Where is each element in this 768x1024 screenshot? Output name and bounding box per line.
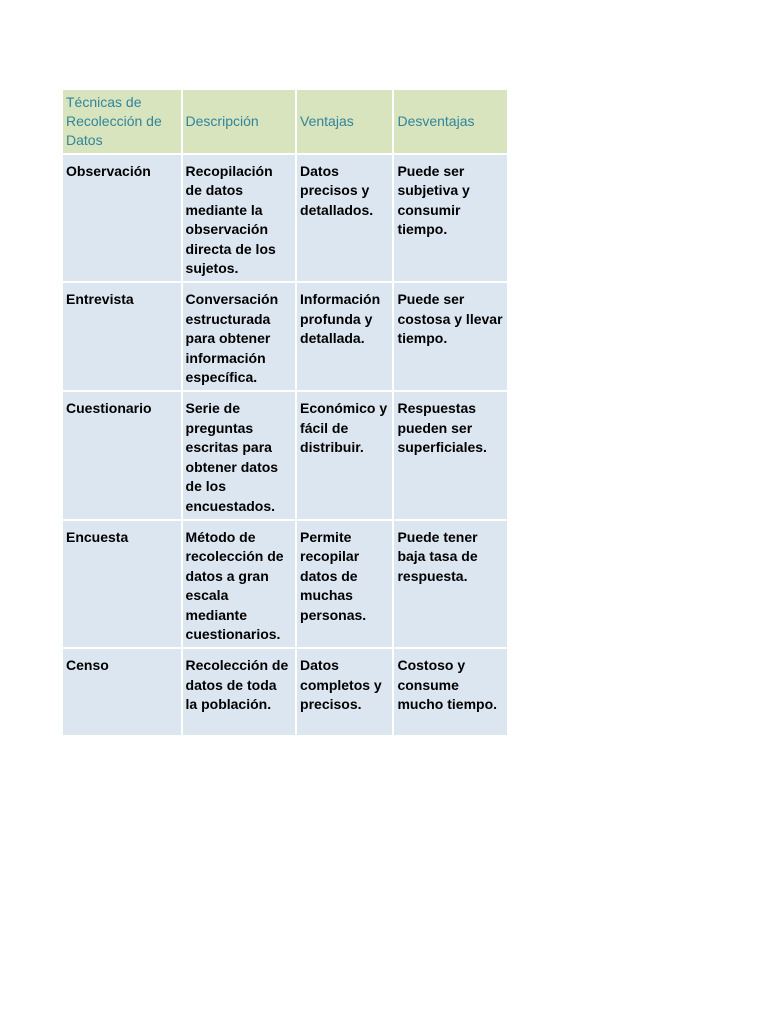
cell-ventajas: Económico y fácil de distribuir.	[297, 392, 392, 518]
cell-descripcion: Método de recolección de datos a gran escala mediante cuestionarios.	[183, 521, 296, 647]
table-row	[63, 649, 507, 735]
table-header-row	[63, 90, 507, 153]
table-row	[63, 155, 507, 281]
cell-tecnica: Entrevista	[63, 283, 181, 390]
data-collection-techniques-table	[61, 88, 509, 737]
cell-desventajas: Costoso y consume mucho tiempo.	[394, 649, 507, 735]
table-row	[63, 521, 507, 647]
cell-ventajas: Información profunda y detallada.	[297, 283, 392, 390]
cell-descripcion: Recolección de datos de toda la población.	[183, 649, 296, 735]
cell-tecnica: Encuesta	[63, 521, 181, 647]
cell-desventajas: Puede ser subjetiva y consumir tiempo.	[394, 155, 507, 281]
cell-descripcion: Recopilación de datos mediante la observación directa de los sujetos.	[183, 155, 296, 281]
cell-desventajas: Puede tener baja tasa de respuesta.	[394, 521, 507, 647]
header-tecnicas: Técnicas de Recolección de Datos	[63, 90, 181, 153]
header-ventajas: Ventajas	[297, 90, 392, 153]
cell-desventajas: Respuestas pueden ser superficiales.	[394, 392, 507, 518]
header-descripcion: Descripción	[183, 90, 296, 153]
cell-ventajas: Datos completos y precisos.	[297, 649, 392, 735]
table-row	[63, 283, 507, 390]
header-desventajas: Desventajas	[394, 90, 507, 153]
cell-tecnica: Censo	[63, 649, 181, 735]
table-row	[63, 392, 507, 518]
cell-tecnica: Observación	[63, 155, 181, 281]
cell-tecnica: Cuestionario	[63, 392, 181, 518]
cell-descripcion: Serie de preguntas escritas para obtener datos de los encuestados.	[183, 392, 296, 518]
cell-ventajas: Datos precisos y detallados.	[297, 155, 392, 281]
cell-desventajas: Puede ser costosa y llevar tiempo.	[394, 283, 507, 390]
cell-descripcion: Conversación estructurada para obtener información específica.	[183, 283, 296, 390]
cell-ventajas: Permite recopilar datos de muchas personas.	[297, 521, 392, 647]
